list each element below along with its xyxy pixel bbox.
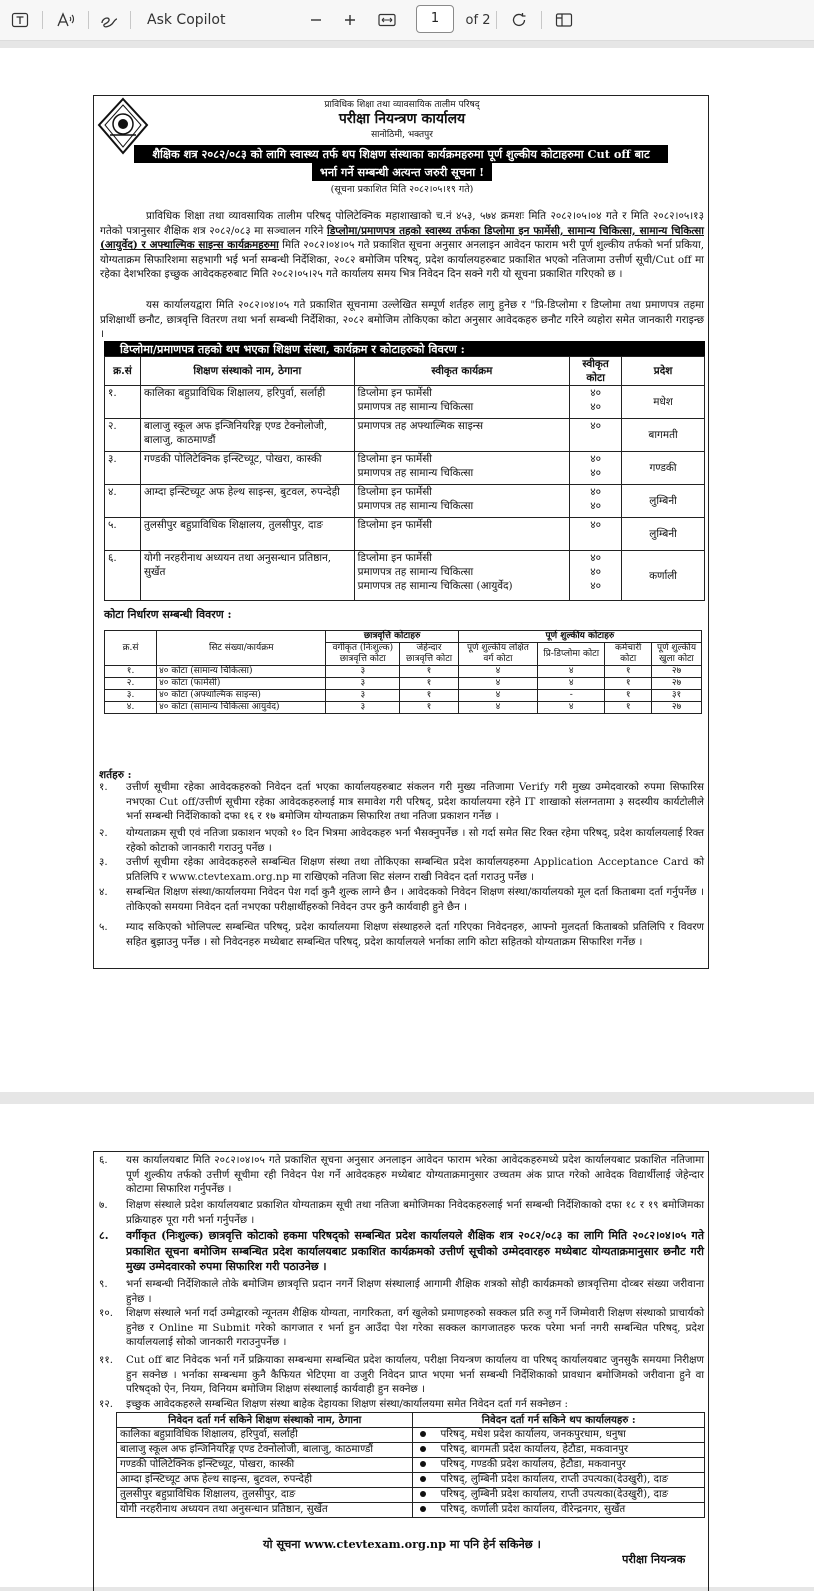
condition-text: उत्तीर्ण सूचीमा रहेका आवेदकहरुले सम्बन्धित शिक्षण संस्था तथा तोकिएका सम्बन्धित प्रदेश कार्यालयहरुमा Application Acceptance Card को प्रतिलिपि र www.ctevtexam.org.np मा राखिएको नतिजा सिट संलग्न राखी निवेदन दर्ता गराउनु पर्नेछ । xyxy=(126,856,704,883)
t3-office xyxy=(413,1503,705,1518)
quota-cell: ४ xyxy=(538,666,605,678)
conditions-title: शर्तहरु : xyxy=(99,769,132,781)
t1-program-line: डिप्लोमा इन फार्मेसी xyxy=(357,552,432,564)
quota-cell: १ xyxy=(605,690,652,702)
t1-program-line: प्रमाणपत्र तह सामान्य चिकित्सा (आयुर्वेद) xyxy=(357,580,513,592)
condition-text: Cut off बाट निवेदक भर्ना गर्ने प्रक्रियाका सम्बन्धमा सम्बन्धित प्रदेश कार्यालय, परीक्षा नियन्त्रण कार्यालय वा परिषद् कार्यालयबाट जुनसुकै समयमा निरीक्षण हुन सक्नेछ । भर्नाका सम्बन्धमा कुनै कैफियत भेटिएमा वा उजुरी निवेदन प्राप्त भएमा भर्ना सम्बन्धी निर्देशिकाको प्रावधान बमोजिमको जरीवाना हुने वा परिषद्को ऐन, नियम, विनियम बमोजिम शिक्षण संस्थालाई कार्यवाही हुन सक्नेछ । xyxy=(126,1354,704,1396)
condition-text: इच्छुक आवेदकहरुले सम्बन्धित शिक्षण संस्था बाहेक देहायका शिक्षण संस्था/कार्यालयमा समेत निवेदन दर्ता गर्न सक्नेछन : xyxy=(126,1398,568,1410)
t1-header-sn: क्र.सं xyxy=(105,357,141,386)
t2-header-seats: सिट संख्या/कार्यक्रम xyxy=(157,631,326,666)
read-aloud-icon[interactable] xyxy=(52,8,78,32)
two-page-icon[interactable] xyxy=(552,8,576,32)
t1-province: कर्णाली xyxy=(622,551,705,601)
t3-office-text: परिषद्, मधेश प्रदेश कार्यालय, जनकपुरधाम, धनुषा xyxy=(440,1429,626,1440)
t1-quota-line: ४० xyxy=(590,453,602,465)
registration-row xyxy=(117,1428,705,1443)
condition-text: योग्यताक्रम सूची एवं नतिजा प्रकाशन भएको १० दिन भित्रमा आवेदकहरु भर्ना भैसक्नुपर्नेछ । सो गर्दा समेत सिट रिक्त रहेमा परिषद्, प्रदेश कार्यालयलाई रिक्त रहेको कोटाको जानकारी गराउनु पर्नेछ । xyxy=(126,827,704,854)
condition-item xyxy=(99,920,704,949)
quota-cell: १ xyxy=(400,678,459,690)
draw-icon[interactable] xyxy=(97,8,121,32)
t3-institution: आम्दा इन्स्टिच्यूट अफ हेल्थ साइन्स, बुटवल, रुपन्देही xyxy=(117,1473,413,1488)
t1-program-line: प्रमाणपत्र तह अफ्थाल्मिक साइन्स xyxy=(357,420,484,432)
quota-cell: ३ xyxy=(326,678,400,690)
text-icon[interactable] xyxy=(8,8,32,32)
quota-cell: ३. xyxy=(105,690,157,702)
condition-item xyxy=(99,1153,704,1197)
condition-item xyxy=(99,1306,704,1350)
t1-programs xyxy=(354,452,570,485)
quota-cell: ४ xyxy=(458,666,537,678)
t2-header-classified: वर्गीकृत (निःशुल्क) छात्रवृत्ति कोटा xyxy=(326,643,400,666)
bullet-icon xyxy=(420,1431,426,1437)
rotate-icon[interactable] xyxy=(507,8,531,32)
t1-institution: आम्दा इन्स्टिच्यूट अफ हेल्थ साइन्स, बुटवल, रुपन्देही xyxy=(140,485,354,518)
quota-cell: २७ xyxy=(652,666,702,678)
condition-item xyxy=(99,1277,704,1306)
quota-cell: ३ xyxy=(326,690,400,702)
condition-item xyxy=(99,885,704,914)
t1-quotas xyxy=(570,485,622,518)
page-number-input[interactable]: 1 xyxy=(416,5,454,33)
t3-institution: कालिका बहुप्राविधिक शिक्षालय, हरिपुर्वा, सर्लाही xyxy=(117,1428,413,1443)
t1-program-line: प्रमाणपत्र तह सामान्य चिकित्सा xyxy=(357,500,474,512)
table1-row xyxy=(105,419,705,452)
t2-header-targeted: पूर्ण शुल्कीय लक्षित वर्ग कोटा xyxy=(458,643,537,666)
zoom-in-icon[interactable] xyxy=(338,8,362,32)
quota-table-row xyxy=(105,702,702,714)
quota-table-row xyxy=(105,666,702,678)
table1-row xyxy=(105,518,705,551)
quota-table-row xyxy=(105,690,702,702)
t3-office xyxy=(413,1488,705,1503)
intro-paragraph xyxy=(100,209,704,282)
bullet-icon xyxy=(420,1446,426,1452)
condition-text: उत्तीर्ण सूचीमा रहेका आवेदकहरुको निवेदन दर्ता भएका कार्यालयहरुबाट संकलन गरी मुख्य नतिजामा Verify गरी मुख्य उम्मेदवारको रुपमा सिफारिस नभएका Cut off/उत्तीर्ण सूचीमा रहेका आवेदकहरुलाई मात्र समावेश गरी परिषद्, प्रदेश कार्यालयमा रहेने IT शाखाको संलग्नतामा ३ सदस्यीय कार्यटोलीले भर्ना सम्बन्धी निर्देशिकाको दफा १६ र १७ बमोजिम योग्यताक्रम सिफारिश तथा नतिजा प्रकाशन गर्नेछ । xyxy=(126,781,704,823)
signature-title: परीक्षा नियन्त्रक xyxy=(622,1552,686,1566)
condition-text: शिक्षण संस्थाले भर्ना गर्दा उम्मेद्वारको न्यूनतम शैक्षिक योग्यता, नागरिकता, वर्ग खुलेको प्रमाणहरुको सक्कल प्रति रुजु गर्ने जिम्मेवारी शिक्षण संस्थाको प्राचार्यको हुनेछ र Online मा Submit गरेको कागजात र भर्ना हुन आउँदा पेश गरेका सक्कल कागजातहरु फरक परेमा भर्ना नगरी सम्बन्धित परिषद्, प्रदेश कार्यालयलाई सोको जानकारी गराउनुपर्नेछ । xyxy=(126,1307,704,1349)
t1-quotas xyxy=(570,419,622,452)
t1-institution: तुलसीपुर बहुप्राविधिक शिक्षालय, तुलसीपुर, दाङ xyxy=(140,518,354,551)
fit-width-icon[interactable] xyxy=(375,8,399,32)
registration-row xyxy=(117,1503,705,1518)
condition-number: १०. xyxy=(99,1307,113,1319)
condition-text: यस कार्यालयबाट मिति २०८२।०४।०५ गते प्रकाशित सूचना अनुसार अनलाइन आवेदन फाराम भरेका आवेदकहरुमध्ये प्रदेश कार्यालयबाट प्रकाशित नतिजामा पूर्ण शुल्कीय तर्फको उत्तीर्ण सूचीमा रही निवेदन पेश गर्ने आवेदकहरु मध्येबाट योग्यताक्रमानुसार उच्चतम अंक प्राप्त गरेको आवेदक विद्यार्थीलाई जेहेन्दार कोटामा सिफारिश गर्नुपर्नेछ । xyxy=(126,1154,704,1196)
t1-sn: ६. xyxy=(105,551,141,601)
condition-item xyxy=(99,855,704,884)
council-name: प्राविधिक शिक्षा तथा व्यावसायिक तालीम परिषद् xyxy=(324,100,480,110)
t1-programs xyxy=(354,386,570,419)
t1-province: लुम्बिनी xyxy=(622,485,705,518)
quota-table-row xyxy=(105,678,702,690)
quota-cell: ४ xyxy=(538,678,605,690)
t3-institution: योगी नरहरीनाथ अध्ययन तथा अनुसन्धान प्रतिष्ठान, सुर्खेत xyxy=(117,1503,413,1518)
t1-quotas xyxy=(570,452,622,485)
table1-row xyxy=(105,386,705,419)
t1-program-line: डिप्लोमा इन फार्मेसी xyxy=(357,387,432,399)
t1-quota-line: ४० xyxy=(590,467,602,479)
t1-programs xyxy=(354,419,570,452)
t1-quota-line: ४० xyxy=(590,566,602,578)
t3-office xyxy=(413,1428,705,1443)
t1-sn: २. xyxy=(105,419,141,452)
intro-programs: डिप्लोमा/प्रमाणपत्र तहको स्वास्थ्य तर्फका डिप्लोमा इन फार्मेसी, सामान्य चिकित्सा, सामान्य चिकित्सा (आयुर्वेद) र अफ्थाल्मिक साइन्स कार्यक्रमहरुमा xyxy=(100,224,704,252)
t2-header-merit: जेहेन्दार छात्रवृत्ति कोटा xyxy=(400,643,459,666)
registration-row xyxy=(117,1458,705,1473)
condition-item xyxy=(99,1397,704,1412)
condition-text: शिक्षण संस्थाले प्रदेश कार्यालयबाट प्रकाशित योग्यताक्रम सूची तथा नतिजा बमोजिमका निवेदकहरुलाई भर्ना सम्बन्धी निर्देशिकाको दफा १८ र १९ बमोजिमका प्रक्रियाहरु पूरा गरी भर्ना गर्नुपर्नेछ । xyxy=(126,1199,704,1226)
t3-office xyxy=(413,1443,705,1458)
t1-sn: ४. xyxy=(105,485,141,518)
t3-header-institution: निवेदन दर्ता गर्न सकिने शिक्षण संस्थाको नाम, ठेगाना xyxy=(117,1413,413,1428)
quota-cell: १ xyxy=(605,678,652,690)
t1-quota-line: ४० xyxy=(590,519,602,531)
t1-quotas xyxy=(570,386,622,419)
condition-number: ५. xyxy=(99,921,108,933)
quota-cell: १. xyxy=(105,666,157,678)
table1-title: डिप्लोमा/प्रमाणपत्र तहको थप भएका शिक्षण संस्था, कार्यक्रम र कोटाहरुको विवरण : xyxy=(104,341,705,357)
t1-program-line: डिप्लोमा इन फार्मेसी xyxy=(357,453,432,465)
t1-programs xyxy=(354,485,570,518)
t1-quotas xyxy=(570,518,622,551)
t2-group-fullfee: पूर्ण शुल्कीय कोटाहरु xyxy=(458,631,701,643)
quota-cell: ३ xyxy=(326,702,400,714)
t3-office-text: परिषद्, लुम्बिनी प्रदेश कार्यालय, राप्ती उपत्यका(देउखुरी), दाङ xyxy=(440,1489,669,1500)
t1-program-line: प्रमाणपत्र तह सामान्य चिकित्सा xyxy=(357,467,474,479)
quota-cell: २७ xyxy=(652,678,702,690)
t2-header-open: पूर्ण शुल्कीय खुला कोटा xyxy=(652,643,702,666)
t3-header-offices: निवेदन दर्ता गर्न सकिने थप कार्यालयहरु : xyxy=(413,1413,705,1428)
office-title: परीक्षा नियन्त्रण कार्यालय xyxy=(338,111,466,127)
condition-item xyxy=(99,780,704,824)
intro-part-c: मिति २०८२।०४।०५ गते प्रकाशित सूचना अनुसार अनलाइन आवेदन फाराम भरी पूर्ण शुल्कीय तर्फको भर्ना प्रकिया, योग्यताक्रम सिफारिशमा सहभागी भई भर्ना सम्बन्धी निर्देशिका, २०८२ बमोजिम परिषद्, प्रदेश कार्यालयहरुबाट प्रकाशित भएको नतिजामा उत्तीर्ण सूची/Cut off मा रहेका देशभरिका इच्छुक आवेदकहरुबाट मिति २०८२।०५।२५ गते कार्यालय समय भित्र निवेदन दिन सक्ने गरी यो सूचना प्रकाशित गरिएको छ । xyxy=(100,239,705,281)
quota-cell: ४० कोटा (अफ्थाल्मिक साइन्स) xyxy=(157,690,326,702)
quota-cell: ४ xyxy=(458,678,537,690)
t1-sn: ३. xyxy=(105,452,141,485)
headline-line-2: भर्ना गर्ने सम्बन्धी अत्यन्त जरुरी सूचना ! xyxy=(312,163,492,181)
quota-cell: ३१ xyxy=(652,690,702,702)
t1-institution: योगी नरहरीनाथ अध्ययन तथा अनुसन्धान प्रतिष्ठान, सुर्खेत xyxy=(140,551,354,601)
t1-header-program: स्वीकृत कार्यक्रम xyxy=(354,357,570,386)
t1-quota-line: ४० xyxy=(590,580,602,592)
intro-part-a: प्राविधिक शिक्षा तथा व्यावसायिक तालीम परिषद् पोलिटेक्निक महाशाखाको च.नं ४५३, ५७४ क्रमशः मिति २०८२।०५।०४ गते र मिति २०८२।०५।१३ गतेको पत्रानुसार शैक्षिक शत्र २०८२/०८३ मा सञ्चालन गरिने xyxy=(100,210,704,237)
t1-province: बागमती xyxy=(622,419,705,452)
table1-row xyxy=(105,452,705,485)
t1-province: मधेश xyxy=(622,386,705,419)
quota-cell: २७ xyxy=(652,702,702,714)
quota-cell: १ xyxy=(605,702,652,714)
t3-office xyxy=(413,1458,705,1473)
t1-header-quota: स्वीकृत कोटा xyxy=(570,357,622,386)
quota-cell: १ xyxy=(400,690,459,702)
t1-quota-line: ४० xyxy=(590,500,602,512)
quota-cell: ४० कोटा (फार्मेसी) xyxy=(157,678,326,690)
quota-cell: - xyxy=(538,690,605,702)
quota-cell: ३ xyxy=(326,666,400,678)
t1-institution: बालाजु स्कूल अफ इन्जिनियरिङ्ग एण्ड टेक्नोलोजी, बालाजु, काठमाण्डौं xyxy=(140,419,354,452)
t1-programs xyxy=(354,518,570,551)
page-total: of 2 xyxy=(465,12,491,28)
condition-item xyxy=(99,1198,704,1227)
t2-header-prediploma: प्रि-डिप्लोमा कोटा xyxy=(538,643,605,666)
institutions-table xyxy=(104,356,705,601)
quota-cell: ४ xyxy=(538,702,605,714)
registration-row xyxy=(117,1443,705,1458)
t1-quotas xyxy=(570,551,622,601)
t1-quota-line: ४० xyxy=(590,486,602,498)
quota-cell: १ xyxy=(400,666,459,678)
t1-institution: गण्डकी पोलिटेक्निक इन्स्टिच्यूट, पोखरा, कास्की xyxy=(140,452,354,485)
t3-office-text: परिषद्, बागमती प्रदेश कार्यालय, हेटौडा, मकवानपुर xyxy=(440,1444,629,1455)
registration-row xyxy=(117,1473,705,1488)
condition-text: म्याद सकिएको भोलिपल्ट सम्बन्धित परिषद्, प्रदेश कार्यालयमा शिक्षण संस्थाहरुले दर्ता गरिएका निवेदनहरु, आफ्नो मुलदर्ता किताबको प्रतिलिपि र विवरण सहित बुझाउनु पर्नेछ । सो निवेदनहरु मध्येबाट सम्बन्धित परिषद्, प्रदेश कार्यालयले भर्नाका लागि कोटा सहितको योग्यताक्रम सिफारिश गर्नेछ । xyxy=(126,921,704,948)
t3-office-text: परिषद्, लुम्बिनी प्रदेश कार्यालय, राप्ती उपत्यका(देउखुरी), दाङ xyxy=(440,1474,669,1485)
quota-cell: ४० कोटा (सामान्य चिकित्सा आयुर्वेद) xyxy=(157,702,326,714)
ask-copilot-button[interactable] xyxy=(147,8,227,32)
t2-header-staff: कर्मचारी कोटा xyxy=(605,643,652,666)
t1-institution: कालिका बहुप्राविधिक शिक्षालय, हरिपुर्वा, सर्लाही xyxy=(140,386,354,419)
condition-item xyxy=(99,1353,704,1397)
bullet-icon xyxy=(420,1461,426,1467)
condition-item xyxy=(99,1228,704,1275)
condition-text: भर्ना सम्बन्धी निर्देशिकाले तोके बमोजिम छात्रवृत्ति प्रदान नगर्ने शिक्षण संस्थालाई आगामी शैक्षिक शत्रको सोही कार्यक्रमको छात्रवृत्तिमा दोव्बर संख्या जरीवाना हुनेछ । xyxy=(126,1278,704,1305)
condition-number: १. xyxy=(99,781,108,793)
office-address: सानोठिमी, भक्तपुर xyxy=(371,130,433,140)
t3-office-text: परिषद्, गण्डकी प्रदेश कार्यालय, हेटौडा, मकवानपुर xyxy=(440,1459,626,1470)
t1-quota-line: ४० xyxy=(590,552,602,564)
headline-line-1: शैक्षिक शत्र २०८२/०८३ को लागि स्वास्थ्य तर्फ थप शिक्षण संस्थाका कार्यक्रमहरुमा पूर्ण शुल्कीय कोटाहरुमा Cut off बाट xyxy=(134,145,668,163)
quota-cell: १ xyxy=(400,702,459,714)
t1-program-line: प्रमाणपत्र तह सामान्य चिकित्सा xyxy=(357,566,474,578)
quota-cell: १ xyxy=(605,666,652,678)
condition-number: ६. xyxy=(99,1154,108,1166)
t1-program-line: डिप्लोमा इन फार्मेसी xyxy=(357,486,432,498)
condition-text: सम्बन्धित शिक्षण संस्था/कार्यालयमा निवेदन पेश गर्दा कुनै शुल्क लाग्ने छैन । आवेदकको निवेदन शिक्षण संस्था/कार्यालयको मूल दर्ता किताबमा दर्ता गर्नुपर्नेछ । तोकिएको समयमा निवेदन दर्ता नभएका परीक्षार्थीहरुको निवेदन उपर कुनै कार्यवाही हुने छैन । xyxy=(126,886,704,913)
t1-programs xyxy=(354,551,570,601)
t3-institution: बालाजु स्कूल अफ इन्जिनियरिङ्ग एण्ड टेक्नोलोजी, बालाजु, काठमाण्डौं xyxy=(117,1443,413,1458)
t1-program-line: डिप्लोमा इन फार्मेसी xyxy=(357,519,432,531)
t3-office xyxy=(413,1473,705,1488)
t1-province: गण्डकी xyxy=(622,452,705,485)
table1-row xyxy=(105,485,705,518)
condition-number: ११. xyxy=(99,1354,113,1366)
quota-cell: ४ xyxy=(458,702,537,714)
quota-cell: ४ xyxy=(458,690,537,702)
quota-cell: ४. xyxy=(105,702,157,714)
bullet-icon xyxy=(420,1506,426,1512)
t1-quota-line: ४० xyxy=(590,420,602,432)
condition-number: ९. xyxy=(99,1278,108,1290)
t1-header-institution: शिक्षण संस्थाको नाम, ठेगाना xyxy=(140,357,354,386)
quota-table xyxy=(104,630,702,714)
condition-number: २. xyxy=(99,827,108,839)
t1-quota-line: ४० xyxy=(590,401,602,413)
t1-sn: १. xyxy=(105,386,141,419)
bullet-icon xyxy=(420,1491,426,1497)
registration-row xyxy=(117,1488,705,1503)
t1-sn: ५. xyxy=(105,518,141,551)
table1-row xyxy=(105,551,705,601)
condition-text: वर्गीकृत (निःशुल्क) छात्रवृत्ति कोटाको हकमा परिषद्को सम्बन्धित प्रदेश कार्यालयले शैक्षिक शत्र २०८२/०८३ का लागि मिति २०८२।०४।०५ गते प्रकाशित सूचना बमोजिम सम्बन्धित प्रदेश कार्यालयबाट प्रकाशित कार्यक्रमको उत्तीर्ण सूचीको उम्मेदवारहरु मध्येबाट योग्यताक्रमानुसार छनौट गरी मुख्य उम्मेदवारको रुपमा सिफारिश गरी पठाउनेछ । xyxy=(126,1229,704,1273)
t2-group-scholarship: छात्रवृत्ति कोटाहरु xyxy=(326,631,458,643)
condition-number: ४. xyxy=(99,886,108,898)
condition-number: ८. xyxy=(99,1229,109,1242)
quota-cell: ४० कोटा (सामान्य चिकित्सा) xyxy=(157,666,326,678)
t1-header-province: प्रदेश xyxy=(622,357,705,386)
condition-number: १२. xyxy=(99,1398,113,1410)
table1-header-row xyxy=(105,357,705,386)
zoom-out-icon[interactable] xyxy=(304,8,328,32)
publish-date: (सूचना प्रकाशित मिति २०८२।०५।१९ गते) xyxy=(330,184,474,195)
condition-number: ३. xyxy=(99,856,108,868)
t3-institution: गण्डकी पोलिटेक्निक इन्स्टिच्यूट, पोखरा, कास्की xyxy=(117,1458,413,1473)
t3-office-text: परिषद्, कर्णाली प्रदेश कार्यालय, वीरेन्द्रनगर, सुर्खेत xyxy=(440,1504,626,1515)
ask-copilot-label: Ask Copilot xyxy=(147,12,226,28)
registration-table xyxy=(116,1412,705,1518)
bullet-icon xyxy=(420,1476,426,1482)
t1-province: लुम्बिनी xyxy=(622,518,705,551)
condition-item xyxy=(99,826,704,855)
quota-section-title: कोटा निर्धारण सम्बन्धी विवरण : xyxy=(104,608,232,621)
t3-institution: तुलसीपुर बहुप्राविधिक शिक्षालय, तुलसीपुर, दाङ xyxy=(117,1488,413,1503)
quota-cell: २. xyxy=(105,678,157,690)
t2-header-sn: क्र.सं xyxy=(105,631,157,666)
condition-number: ७. xyxy=(99,1199,108,1211)
pdf-toolbar xyxy=(0,0,814,41)
t1-program-line: प्रमाणपत्र तह सामान्य चिकित्सा xyxy=(357,401,474,413)
terms-paragraph: यस कार्यालयद्वारा मिति २०८२।०४।०५ गते प्रकाशित सूचनामा उल्लेखित सम्पूर्ण शर्तहरु लागु हुनेछ र "प्रि-डिप्लोमा र डिप्लोमा तथा प्रमाणपत्र तहमा प्रशिक्षार्थी छनौट, छात्रवृत्ति वितरण तथा भर्ना सम्बन्धी निर्देशिका, २०८२ बमोजिम तोकिएका कोटा अनुसार आवेदकहरु छनौट गरिने व्यहोरा समेत जानकारी गराइन्छ । xyxy=(100,299,704,341)
website-note: यो सूचना www.ctevtexam.org.np मा पनि हेर्न सकिनेछ । xyxy=(263,1537,541,1551)
t1-quota-line: ४० xyxy=(590,387,602,399)
